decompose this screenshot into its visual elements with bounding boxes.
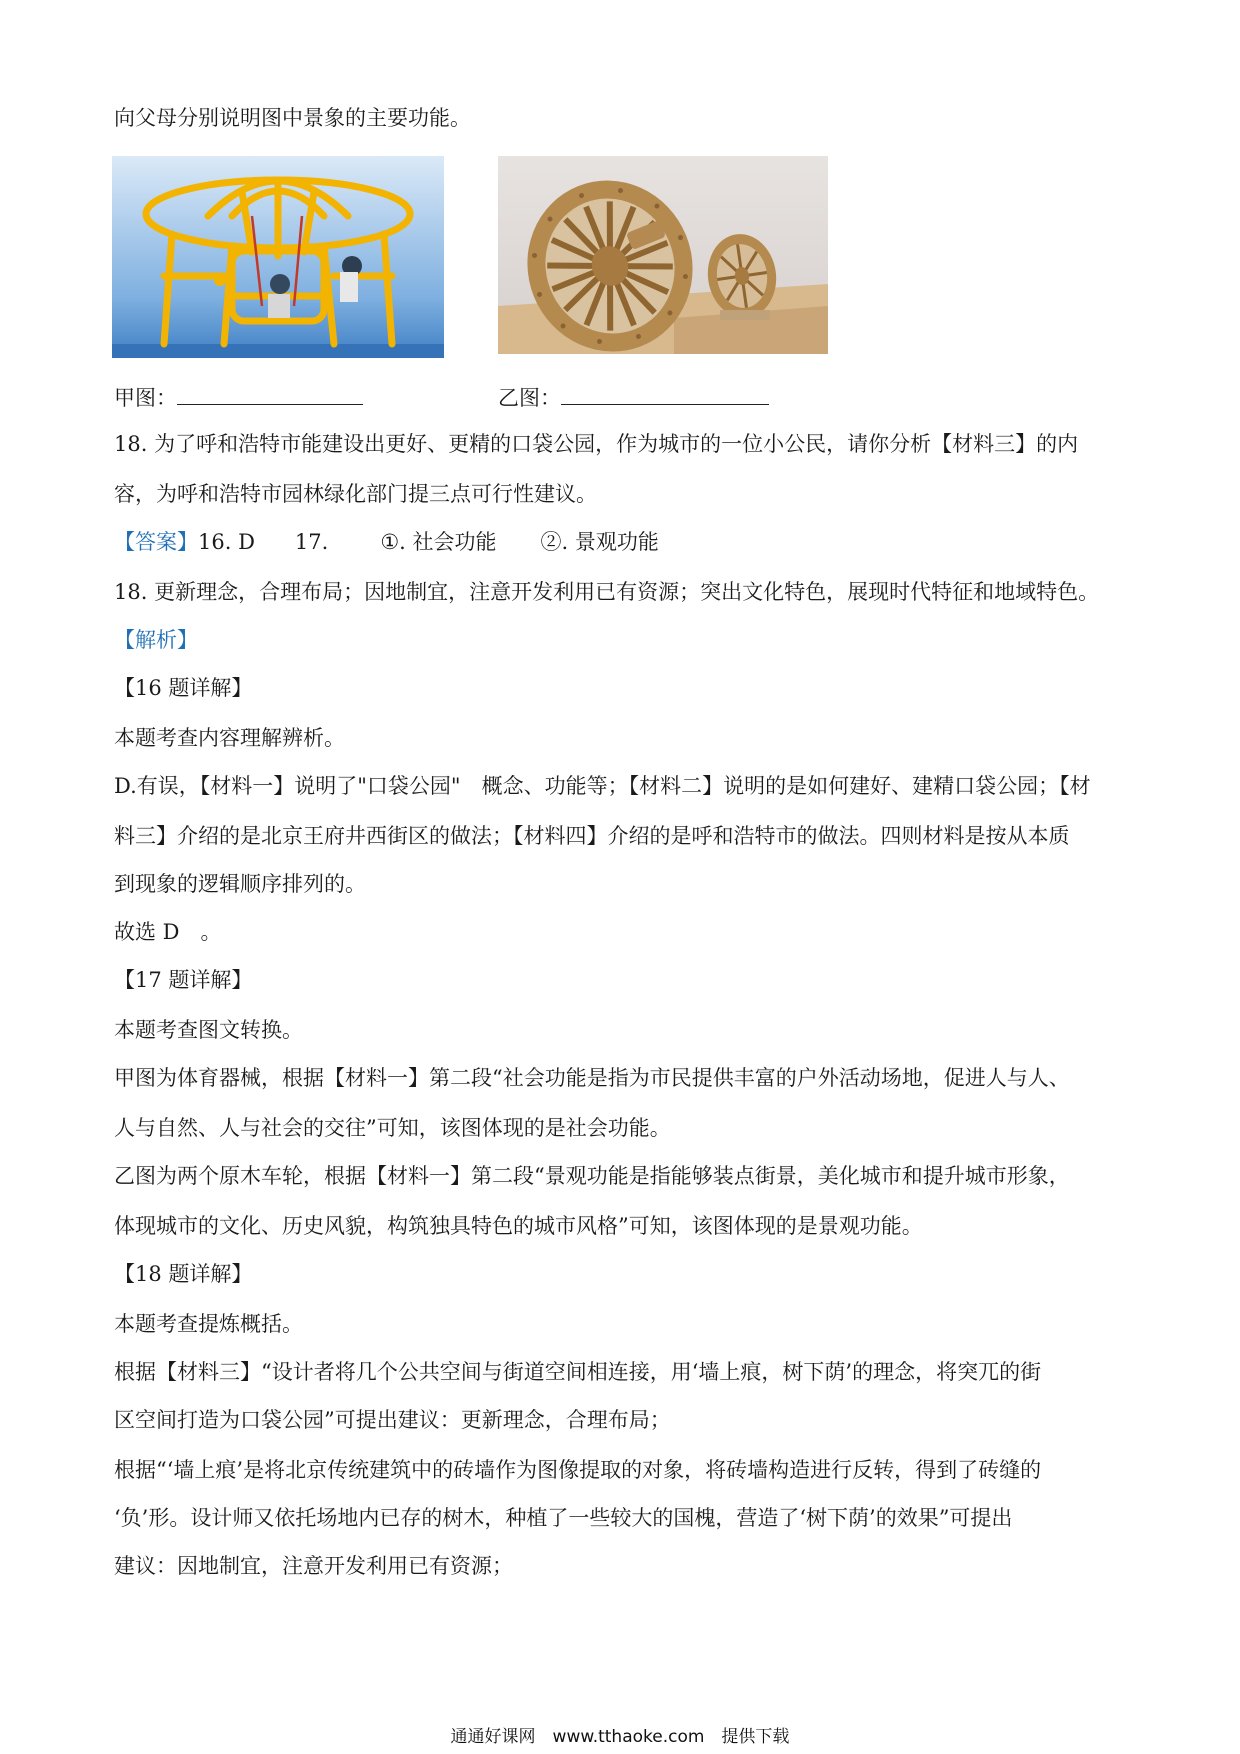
q18-line1: 18. 为了呼和浩特市能建设出更好、更精的口袋公园，作为城市的一位小公民，请你分析【材料三】的内 — [114, 432, 1079, 456]
p18-1: 本题考查提炼概括。 — [114, 1312, 303, 1336]
answer-17-1: ①. 社会功能 — [380, 530, 497, 554]
figure-captions — [114, 384, 363, 412]
p16-2c: 到现象的逻辑顺序排列的。 — [114, 872, 366, 896]
answer-line — [114, 528, 659, 556]
q18-line2: 容，为呼和浩特市园林绿化部门提三点可行性建议。 — [114, 482, 597, 506]
yi-label: 乙图： — [498, 386, 561, 410]
p16-3: 故选 D 。 — [114, 920, 222, 944]
answer-18: 18. 更新理念，合理布局；因地制宜，注意开发利用已有资源；突出文化特色，展现时代特征和地域特色。 — [114, 580, 1100, 604]
heading-17: 【17 题详解】 — [114, 968, 253, 992]
p17-2a: 甲图为体育器械，根据【材料一】第二段“社会功能是指为市民提供丰富的户外活动场地，促进人与人、 — [114, 1066, 1070, 1090]
p16-1: 本题考查内容理解辨析。 — [114, 726, 345, 750]
yi-answer-blank[interactable] — [561, 384, 769, 405]
answer-17-2: ②. 景观功能 — [540, 530, 659, 554]
answer-17-num: 17. — [294, 530, 329, 554]
page-footer: 通通好课网 www.tthaoke.com 提供下载 — [450, 1727, 790, 1747]
intro-text: 向父母分别说明图中景象的主要功能。 — [114, 106, 471, 130]
jia-label: 甲图： — [114, 386, 177, 410]
p16-2b: 料三】介绍的是北京王府井西街区的做法；【材料四】介绍的是呼和浩特市的做法。四则材料是按从本质 — [114, 824, 1070, 848]
yi-figure-image — [498, 156, 828, 354]
fitness-equipment-icon — [112, 156, 444, 358]
p17-1: 本题考查图文转换。 — [114, 1018, 303, 1042]
cart-wheel-icon — [498, 156, 828, 354]
answer-tag: 【答案】 — [114, 530, 198, 554]
jia-answer-blank[interactable] — [177, 384, 363, 405]
figure-captions-yi — [498, 384, 769, 412]
p17-3a: 乙图为两个原木车轮，根据【材料一】第二段“景观功能是指能够装点街景，美化城市和提升城市形象， — [114, 1164, 1070, 1188]
p18-2a: 根据【材料三】“设计者将几个公共空间与街道空间相连接，用‘墙上痕，树下荫’的理念，将突兀的街 — [114, 1360, 1042, 1384]
p17-2b: 人与自然、人与社会的交往”可知，该图体现的是社会功能。 — [114, 1116, 671, 1140]
p16-2a: D.有误，【材料一】说明了"口袋公园" 概念、功能等；【材料二】说明的是如何建好、建精口袋公园；【材 — [114, 774, 1091, 798]
p18-3b: ‘负’形。设计师又依托场地内已存的树木，种植了一些较大的国槐，营造了‘树下荫’的效果”可提出 — [114, 1506, 1013, 1530]
jia-figure-image — [112, 156, 444, 358]
heading-18: 【18 题详解】 — [114, 1262, 253, 1286]
p17-3b: 体现城市的文化、历史风貌，构筑独具特色的城市风格”可知，该图体现的是景观功能。 — [114, 1214, 923, 1238]
p18-2b: 区空间打造为口袋公园”可提出建议：更新理念，合理布局； — [114, 1408, 671, 1432]
answer-16: 16. D — [198, 530, 255, 554]
p18-3c: 建议：因地制宜，注意开发利用已有资源； — [114, 1554, 513, 1578]
heading-16: 【16 题详解】 — [114, 676, 253, 700]
p18-3a: 根据“‘墙上痕’是将北京传统建筑中的砖墙作为图像提取的对象，将砖墙构造进行反转，得到了砖缝的 — [114, 1458, 1042, 1482]
analysis-tag: 【解析】 — [114, 628, 198, 652]
